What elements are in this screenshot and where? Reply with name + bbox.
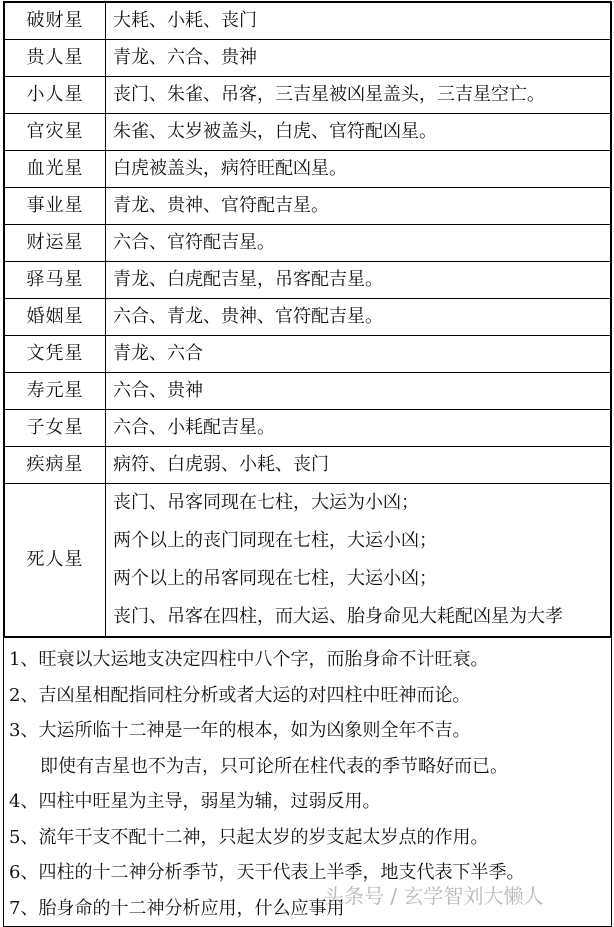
star-description: 青龙、六合、贵神 xyxy=(106,40,611,77)
star-description: 六合、小耗配吉星。 xyxy=(106,410,611,447)
star-name: 疾病星 xyxy=(5,447,106,484)
star-description: 病符、白虎弱、小耗、丧门 xyxy=(106,447,611,484)
star-name: 子女星 xyxy=(5,410,106,447)
description-line: 丧门、吊客在四柱，而大运、胎身命见大耗配凶星为大孝 xyxy=(113,606,563,627)
star-description: 青龙、白虎配吉星，吊客配吉星。 xyxy=(106,262,611,299)
star-description: 朱雀、太岁被盖头，白虎、官符配凶星。 xyxy=(106,114,611,151)
note-line: 3、大运所临十二神是一年的根本，如为凶象则全年不吉。 xyxy=(9,720,471,741)
note-line: 7、胎身命的十二神分析应用，什么应事用 xyxy=(9,897,345,919)
star-description: 六合、官符配吉星。 xyxy=(106,225,611,262)
table-row xyxy=(5,410,611,447)
table-row xyxy=(5,373,611,410)
star-name: 血光星 xyxy=(5,151,106,188)
star-name: 破财星 xyxy=(5,3,106,40)
star-name: 事业星 xyxy=(5,188,106,225)
note-line: 5、流年干支不配十二神，只起太岁的岁支起太岁点的作用。 xyxy=(9,826,489,848)
watermark: 头条号 / 玄学智刘大懒人 xyxy=(324,884,544,908)
table-row xyxy=(5,40,611,77)
table-row xyxy=(5,447,611,484)
note-line: 6、四柱的十二神分析季节，天干代表上半季，地支代表下半季。 xyxy=(9,862,525,883)
star-name: 官灾星 xyxy=(5,114,106,151)
note-line: 4、四柱中旺星为主导，弱星为辅，过弱反用。 xyxy=(9,791,381,812)
table-row xyxy=(5,336,611,373)
document xyxy=(3,1,612,927)
note-line: 2、吉凶星相配指同柱分析或者大运的对四柱中旺神而论。 xyxy=(9,684,471,706)
table-row xyxy=(5,225,611,262)
star-name: 婚姻星 xyxy=(5,299,106,336)
description-line: 丧门、吊客同现在七柱，大运为小凶； xyxy=(113,492,419,513)
star-name: 财运星 xyxy=(5,225,106,262)
star-description: 六合、贵神 xyxy=(106,373,611,410)
star-name: 文凭星 xyxy=(5,336,106,373)
note-line: 1、旺衰以大运地支决定四柱中八个字，而胎身命不计旺衰。 xyxy=(9,649,489,670)
table-row xyxy=(5,484,611,637)
star-name: 死人星 xyxy=(5,484,106,637)
star-description: 大耗、小耗、丧门 xyxy=(106,3,611,40)
star-description: 青龙、六合 xyxy=(106,336,611,373)
table-row xyxy=(5,114,611,151)
table-row xyxy=(5,151,611,188)
star-description: 丧门、朱雀、吊客，三吉星被凶星盖头，三吉星空亡。 xyxy=(106,77,611,114)
star-description: 白虎被盖头，病符旺配凶星。 xyxy=(106,151,611,188)
table-row xyxy=(5,3,611,40)
star-description: 六合、青龙、贵神、官符配吉星。 xyxy=(106,299,611,336)
description-line: 两个以上的丧门同现在七柱，大运小凶； xyxy=(113,530,437,551)
description-line: 两个以上的吊客同现在七柱，大运小凶； xyxy=(113,568,437,589)
table-row xyxy=(5,77,611,114)
star-name: 小人星 xyxy=(5,77,106,114)
note-line: 即使有吉星也不为吉，只可论所在柱代表的季节略好而已。 xyxy=(40,755,508,777)
table-row xyxy=(5,188,611,225)
star-table xyxy=(4,2,611,637)
star-name: 贵人星 xyxy=(5,40,106,77)
star-name: 寿元星 xyxy=(5,373,106,410)
table-row xyxy=(5,262,611,299)
star-name: 驿马星 xyxy=(5,262,106,299)
star-description: 青龙、贵神、官符配吉星。 xyxy=(106,188,611,225)
table-row xyxy=(5,299,611,336)
star-description xyxy=(106,484,611,637)
